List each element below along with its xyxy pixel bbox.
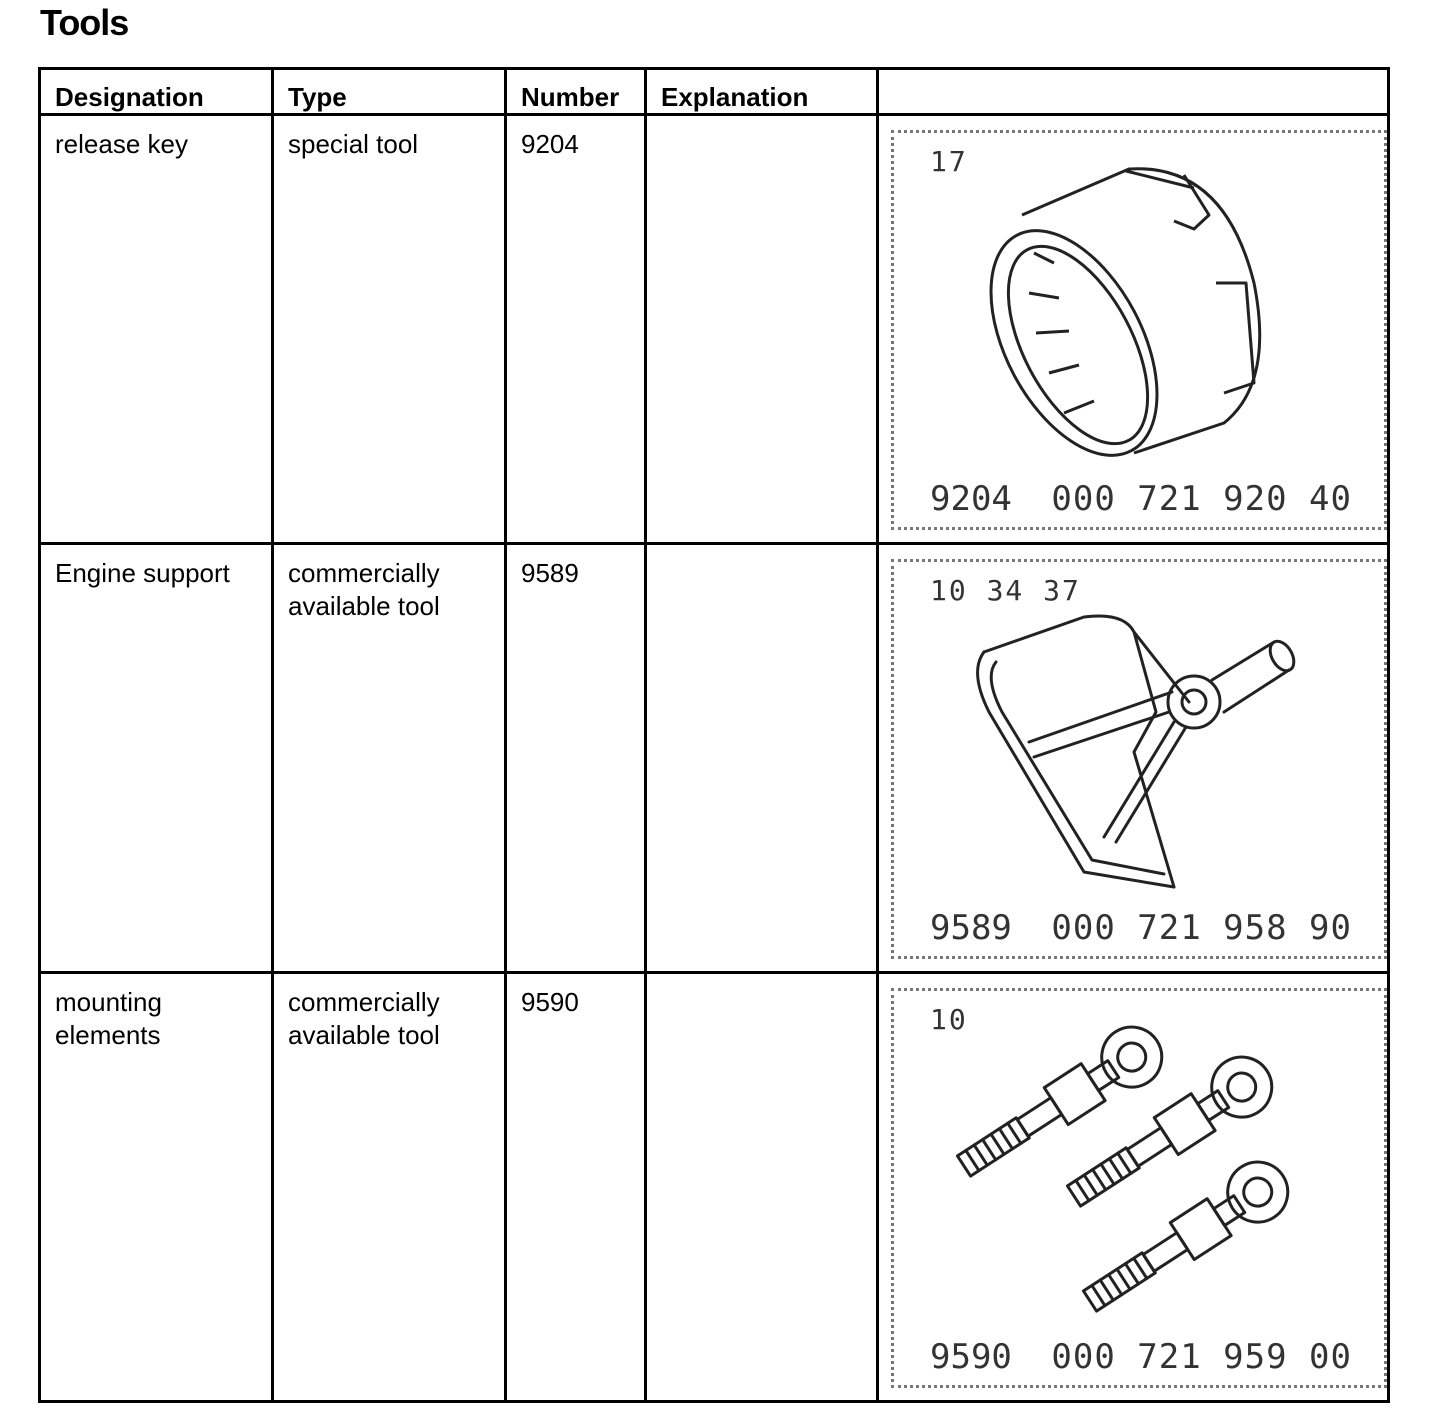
cell-designation: Engine support [40, 544, 273, 973]
tool-figure [891, 559, 1387, 959]
cell-explanation [646, 973, 878, 1402]
cell-designation: mounting elements [40, 973, 273, 1402]
table-row [40, 544, 1389, 973]
figure-top-code: 10 34 37 [930, 574, 1081, 607]
cell-type: special tool [273, 115, 506, 544]
cell-number: 9590 [506, 973, 646, 1402]
table-row [40, 115, 1389, 544]
tools-table [38, 67, 1390, 1403]
cell-type: commercially available tool [273, 973, 506, 1402]
figure-top-code: 10 [930, 1003, 968, 1036]
cell-designation: release key [40, 115, 273, 544]
cell-number: 9589 [506, 544, 646, 973]
figure-right-code: 000 721 920 40 [1051, 479, 1352, 519]
figure-left-code: 9590 [930, 1337, 1012, 1377]
cell-explanation [646, 115, 878, 544]
figure-left-code: 9589 [930, 908, 1012, 948]
table-row [40, 973, 1389, 1402]
tool-figure [891, 130, 1387, 530]
header-designation: Designation [40, 69, 273, 115]
figure-left-code: 9204 [930, 479, 1012, 519]
figure-right-code: 000 721 958 90 [1051, 908, 1352, 948]
table-header-row [40, 69, 1389, 115]
mounting-elements-icon [894, 991, 1390, 1391]
release-key-icon [894, 133, 1390, 533]
cell-explanation [646, 544, 878, 973]
figure-right-code: 000 721 959 00 [1051, 1337, 1352, 1377]
engine-support-icon [894, 562, 1390, 962]
page-title: Tools [40, 2, 129, 43]
header-number: Number [506, 69, 646, 115]
cell-number: 9204 [506, 115, 646, 544]
cell-figure [878, 544, 1389, 973]
figure-top-code: 17 [930, 145, 968, 178]
cell-figure [878, 973, 1389, 1402]
header-explanation: Explanation [646, 69, 878, 115]
cell-figure [878, 115, 1389, 544]
tool-figure [891, 988, 1387, 1388]
cell-type: commercially available tool [273, 544, 506, 973]
header-type: Type [273, 69, 506, 115]
header-figure [878, 69, 1389, 115]
